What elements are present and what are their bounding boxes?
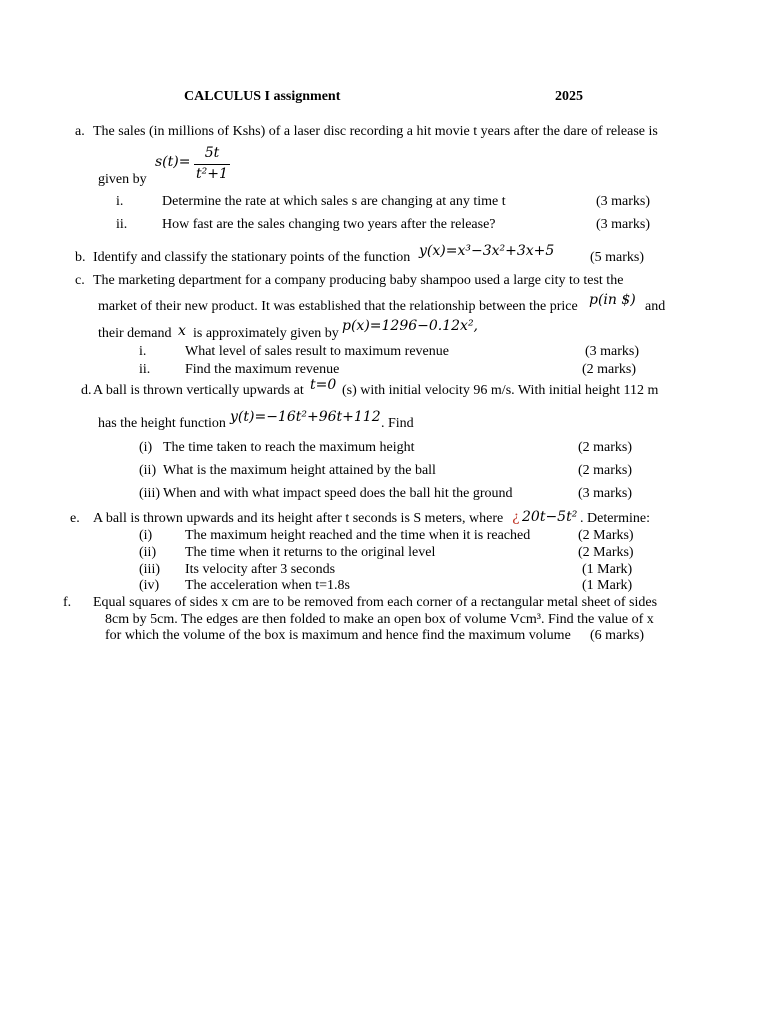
- item-marks: (2 Marks): [578, 528, 634, 543]
- item-text: When and with what impact speed does the ball hit the ground: [163, 486, 513, 501]
- item-text: What is the maximum height attained by the ball: [163, 463, 436, 478]
- question-text-line-1a: A ball is thrown vertically upwards at: [93, 383, 304, 398]
- formula-denominator: t²+1: [196, 166, 228, 182]
- question-text-line-3: their demand: [98, 326, 172, 341]
- question-text-line-2: market of their new product. It was established that the relationship between the price: [98, 299, 578, 314]
- item-number: (iv): [139, 578, 160, 593]
- and-word: and: [645, 299, 666, 314]
- question-text-line-1: The marketing department for a company producing baby shampoo used a large city to test the: [93, 273, 624, 288]
- item-text: What level of sales result to maximum revenue: [185, 344, 449, 359]
- question-label: e.: [70, 511, 80, 526]
- item-marks: (2 marks): [582, 362, 637, 377]
- fraction-bar: [194, 164, 230, 165]
- question-marks: (6 marks): [590, 628, 645, 643]
- item-number: ii.: [116, 217, 128, 232]
- question-text: The sales (in millions of Kshs) of a laser disc recording a hit movie t years after the dare of release is: [93, 124, 658, 139]
- item-text: The time taken to reach the maximum height: [163, 440, 415, 455]
- document-title: CALCULUS I assignment: [184, 89, 341, 104]
- item-number: ii.: [139, 362, 151, 377]
- item-number: (iii): [139, 562, 160, 577]
- item-text: Find the maximum revenue: [185, 362, 340, 377]
- question-text-end: . Determine:: [580, 511, 650, 526]
- demand-variable: x: [178, 323, 186, 339]
- item-number: i.: [139, 344, 147, 359]
- function-formula: y(x)=x³−3x²+3x+5: [419, 243, 555, 259]
- item-marks: (2 Marks): [578, 545, 634, 560]
- question-label: a.: [75, 124, 85, 139]
- item-text: The time when it returns to the original level: [185, 545, 436, 560]
- question-text-line-2: 8cm by 5cm. The edges are then folded to make an open box of volume Vcm³. Find the value of x: [105, 612, 654, 627]
- item-marks: (2 marks): [578, 440, 633, 455]
- question-text-line-3b: is approximately given by: [193, 326, 339, 341]
- question-text-line-3: for which the volume of the box is maximum and hence find the maximum volume: [105, 628, 571, 643]
- item-text: The acceleration when t=1.8s: [185, 578, 350, 593]
- item-marks: (2 marks): [578, 463, 633, 478]
- item-text: How fast are the sales changing two years after the release?: [162, 217, 496, 232]
- item-marks: (3 marks): [596, 217, 651, 232]
- item-text: The maximum height reached and the time when it is reached: [185, 528, 531, 543]
- question-text-line-1b: (s) with initial velocity 96 m/s. With initial height 112 m: [342, 383, 659, 398]
- item-marks: (3 marks): [578, 486, 633, 501]
- height-formula: 20t−5t²: [522, 509, 578, 525]
- height-function: y(t)=−16t²+96t+112: [230, 409, 381, 425]
- question-text: A ball is thrown upwards and its height after t seconds is S meters, where: [93, 511, 504, 526]
- item-marks: (1 Mark): [582, 578, 633, 593]
- item-number: (iii): [139, 486, 160, 501]
- price-variable: p(in $): [589, 292, 636, 308]
- question-text-line-2a: has the height function: [98, 416, 226, 431]
- time-zero: t=0: [310, 377, 337, 393]
- question-marks: (5 marks): [590, 250, 645, 265]
- item-text: Its velocity after 3 seconds: [185, 562, 336, 577]
- demand-formula: p(x)=1296−0.12x²,: [342, 318, 479, 334]
- question-text-line-2b: . Find: [381, 416, 414, 431]
- item-text: Determine the rate at which sales s are changing at any time t: [162, 194, 506, 209]
- formula-lhs: s(t)=: [155, 154, 191, 170]
- item-marks: (3 marks): [585, 344, 640, 359]
- item-number: (ii): [139, 463, 157, 478]
- question-label: c.: [75, 273, 85, 288]
- item-marks: (1 Mark): [582, 562, 633, 577]
- question-label: f.: [63, 595, 72, 610]
- question-label: d.: [81, 383, 92, 398]
- item-number: (i): [139, 440, 153, 455]
- item-number: i.: [116, 194, 124, 209]
- question-text: Identify and classify the stationary points of the function: [93, 250, 411, 265]
- formula-numerator: 5t: [204, 145, 220, 161]
- glitch-symbol: ¿: [512, 509, 520, 525]
- question-text-line-1: Equal squares of sides x cm are to be removed from each corner of a rectangular metal sheet of sides: [93, 595, 658, 610]
- given-by-label: given by: [98, 172, 147, 187]
- item-marks: (3 marks): [596, 194, 651, 209]
- item-number: (i): [139, 528, 153, 543]
- item-number: (ii): [139, 545, 157, 560]
- question-label: b.: [75, 250, 86, 265]
- document-year: 2025: [555, 89, 583, 104]
